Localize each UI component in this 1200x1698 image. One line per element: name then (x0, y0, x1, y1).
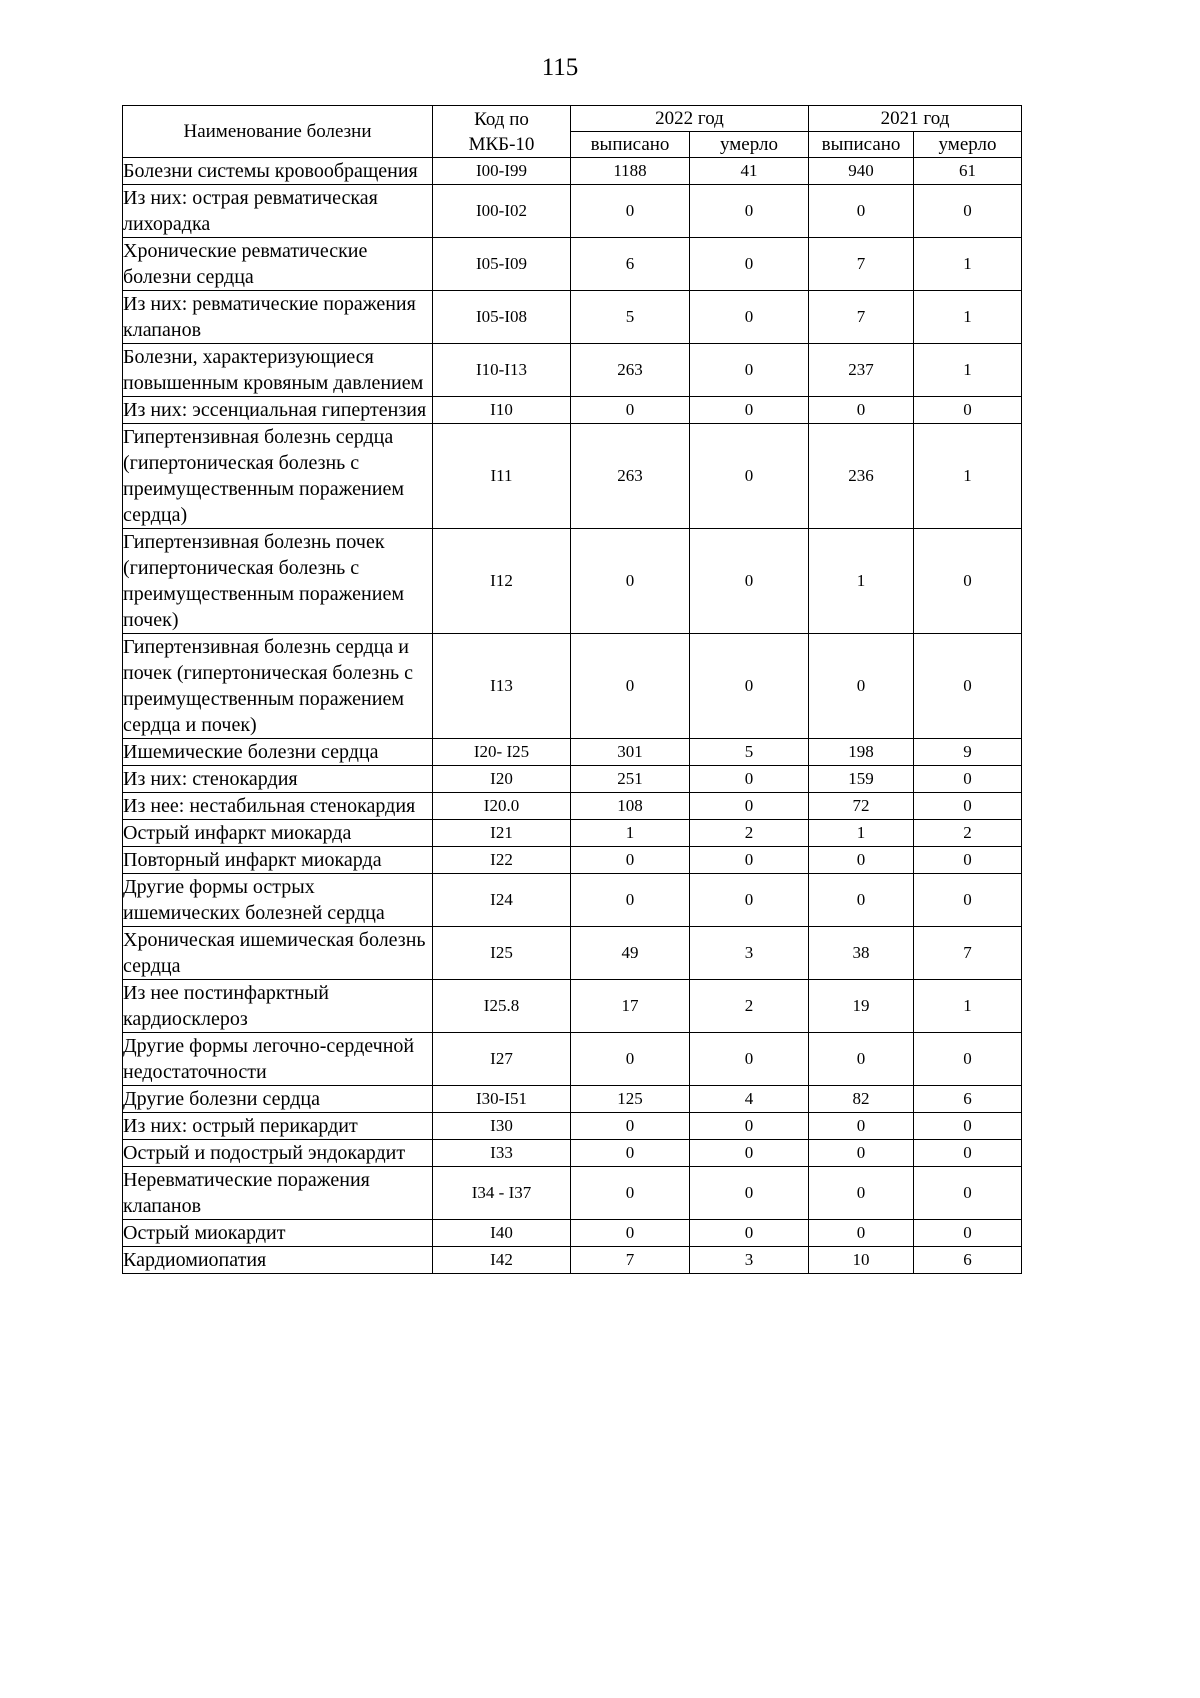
disease-name-cell: Гипертензивная болезнь сердца и почек (гипертоническая болезнь с преимущественным поражением сердца и почек) (123, 634, 433, 739)
died-2022-cell: 0 (690, 238, 809, 291)
died-2021-cell: 7 (914, 927, 1022, 980)
disease-name-cell: Гипертензивная болезнь сердца (гипертоническая болезнь с преимущественным поражением сердца) (123, 424, 433, 529)
discharged-2022-cell: 1 (571, 820, 690, 847)
header-2022-died: умерло (690, 132, 809, 158)
discharged-2022-cell: 0 (571, 397, 690, 424)
discharged-2022-cell: 17 (571, 980, 690, 1033)
disease-name-cell: Острый инфаркт миокарда (123, 820, 433, 847)
table-row (123, 291, 1022, 344)
icd-code-cell: I20- I25 (433, 739, 571, 766)
discharged-2022-cell: 125 (571, 1086, 690, 1113)
discharged-2021-cell: 0 (809, 847, 914, 874)
table-row (123, 397, 1022, 424)
died-2022-cell: 0 (690, 634, 809, 739)
died-2021-cell: 0 (914, 1140, 1022, 1167)
discharged-2021-cell: 0 (809, 1113, 914, 1140)
disease-statistics-table (122, 105, 1022, 1274)
died-2022-cell: 0 (690, 847, 809, 874)
table-row (123, 158, 1022, 185)
died-2022-cell: 0 (690, 874, 809, 927)
discharged-2021-cell: 237 (809, 344, 914, 397)
died-2021-cell: 1 (914, 291, 1022, 344)
died-2022-cell: 2 (690, 980, 809, 1033)
discharged-2022-cell: 6 (571, 238, 690, 291)
disease-name-cell: Болезни системы кровообращения (123, 158, 433, 185)
disease-name-cell: Другие формы острых ишемических болезней сердца (123, 874, 433, 927)
died-2021-cell: 9 (914, 739, 1022, 766)
died-2021-cell: 1 (914, 424, 1022, 529)
disease-name-cell: Кардиомиопатия (123, 1247, 433, 1274)
icd-code-cell: I11 (433, 424, 571, 529)
died-2022-cell: 0 (690, 344, 809, 397)
discharged-2021-cell: 19 (809, 980, 914, 1033)
table-row (123, 634, 1022, 739)
header-2021-died: умерло (914, 132, 1022, 158)
discharged-2022-cell: 0 (571, 529, 690, 634)
discharged-2022-cell: 108 (571, 793, 690, 820)
discharged-2022-cell: 0 (571, 1140, 690, 1167)
table-row (123, 1086, 1022, 1113)
table-row (123, 927, 1022, 980)
discharged-2021-cell: 0 (809, 874, 914, 927)
died-2022-cell: 41 (690, 158, 809, 185)
table-row (123, 344, 1022, 397)
died-2021-cell: 0 (914, 634, 1022, 739)
disease-name-cell: Хронические ревматические болезни сердца (123, 238, 433, 291)
discharged-2022-cell: 0 (571, 634, 690, 739)
table-row (123, 739, 1022, 766)
header-icd-code: Код по МКБ-10 (433, 106, 571, 158)
table-row (123, 793, 1022, 820)
discharged-2021-cell: 0 (809, 185, 914, 238)
icd-code-cell: I40 (433, 1220, 571, 1247)
icd-code-cell: I20.0 (433, 793, 571, 820)
discharged-2021-cell: 159 (809, 766, 914, 793)
icd-code-cell: I00-I02 (433, 185, 571, 238)
died-2021-cell: 61 (914, 158, 1022, 185)
died-2022-cell: 0 (690, 1113, 809, 1140)
table-row (123, 1113, 1022, 1140)
page-number: 115 (541, 54, 579, 81)
died-2022-cell: 0 (690, 1220, 809, 1247)
icd-code-cell: I05-I09 (433, 238, 571, 291)
died-2022-cell: 0 (690, 397, 809, 424)
disease-name-cell: Из них: острая ревматическая лихорадка (123, 185, 433, 238)
icd-code-cell: I34 - I37 (433, 1167, 571, 1220)
icd-code-cell: I33 (433, 1140, 571, 1167)
disease-name-cell: Болезни, характеризующиеся повышенным кровяным давлением (123, 344, 433, 397)
icd-code-cell: I22 (433, 847, 571, 874)
icd-code-cell: I30 (433, 1113, 571, 1140)
discharged-2022-cell: 0 (571, 1033, 690, 1086)
disease-name-cell: Из нее: нестабильная стенокардия (123, 793, 433, 820)
icd-code-cell: I13 (433, 634, 571, 739)
disease-name-cell: Из них: стенокардия (123, 766, 433, 793)
discharged-2021-cell: 198 (809, 739, 914, 766)
discharged-2021-cell: 7 (809, 291, 914, 344)
icd-code-cell: I25 (433, 927, 571, 980)
disease-name-cell: Острый и подострый эндокардит (123, 1140, 433, 1167)
table-row (123, 1247, 1022, 1274)
died-2022-cell: 0 (690, 529, 809, 634)
died-2022-cell: 0 (690, 185, 809, 238)
table-row (123, 1220, 1022, 1247)
disease-name-cell: Острый миокардит (123, 1220, 433, 1247)
discharged-2021-cell: 0 (809, 1167, 914, 1220)
died-2022-cell: 2 (690, 820, 809, 847)
died-2022-cell: 4 (690, 1086, 809, 1113)
icd-code-cell: I20 (433, 766, 571, 793)
discharged-2021-cell: 38 (809, 927, 914, 980)
died-2022-cell: 0 (690, 1033, 809, 1086)
discharged-2021-cell: 0 (809, 397, 914, 424)
discharged-2021-cell: 1 (809, 529, 914, 634)
died-2022-cell: 3 (690, 927, 809, 980)
died-2022-cell: 5 (690, 739, 809, 766)
disease-name-cell: Из них: ревматические поражения клапанов (123, 291, 433, 344)
table-row (123, 424, 1022, 529)
header-year-2021: 2021 год (809, 106, 1022, 132)
died-2021-cell: 0 (914, 1220, 1022, 1247)
disease-name-cell: Неревматические поражения клапанов (123, 1167, 433, 1220)
discharged-2021-cell: 940 (809, 158, 914, 185)
died-2022-cell: 0 (690, 291, 809, 344)
died-2022-cell: 0 (690, 1140, 809, 1167)
died-2021-cell: 1 (914, 344, 1022, 397)
discharged-2022-cell: 0 (571, 1167, 690, 1220)
died-2022-cell: 0 (690, 793, 809, 820)
icd-code-cell: I00-I99 (433, 158, 571, 185)
discharged-2022-cell: 0 (571, 1113, 690, 1140)
discharged-2022-cell: 0 (571, 847, 690, 874)
icd-code-cell: I05-I08 (433, 291, 571, 344)
header-year-2022: 2022 год (571, 106, 809, 132)
died-2022-cell: 0 (690, 424, 809, 529)
table-row (123, 1140, 1022, 1167)
disease-name-cell: Из нее постинфарктный кардиосклероз (123, 980, 433, 1033)
died-2021-cell: 0 (914, 529, 1022, 634)
discharged-2022-cell: 0 (571, 185, 690, 238)
discharged-2021-cell: 236 (809, 424, 914, 529)
disease-name-cell: Другие формы легочно-сердечной недостаточности (123, 1033, 433, 1086)
table-row (123, 980, 1022, 1033)
table-row (123, 185, 1022, 238)
table-row (123, 766, 1022, 793)
died-2021-cell: 2 (914, 820, 1022, 847)
disease-name-cell: Повторный инфаркт миокарда (123, 847, 433, 874)
discharged-2022-cell: 1188 (571, 158, 690, 185)
icd-code-cell: I10 (433, 397, 571, 424)
died-2021-cell: 0 (914, 766, 1022, 793)
died-2022-cell: 0 (690, 1167, 809, 1220)
died-2021-cell: 0 (914, 397, 1022, 424)
died-2021-cell: 0 (914, 874, 1022, 927)
discharged-2022-cell: 251 (571, 766, 690, 793)
table-row (123, 1167, 1022, 1220)
died-2021-cell: 6 (914, 1086, 1022, 1113)
discharged-2022-cell: 263 (571, 424, 690, 529)
discharged-2021-cell: 72 (809, 793, 914, 820)
table-row (123, 874, 1022, 927)
discharged-2021-cell: 1 (809, 820, 914, 847)
icd-code-cell: I42 (433, 1247, 571, 1274)
header-disease-name: Наименование болезни (123, 106, 433, 158)
discharged-2021-cell: 0 (809, 1140, 914, 1167)
died-2021-cell: 0 (914, 185, 1022, 238)
disease-name-cell: Хроническая ишемическая болезнь сердца (123, 927, 433, 980)
table-body (123, 158, 1022, 1274)
header-2022-discharged: выписано (571, 132, 690, 158)
discharged-2021-cell: 0 (809, 634, 914, 739)
died-2021-cell: 0 (914, 847, 1022, 874)
discharged-2021-cell: 82 (809, 1086, 914, 1113)
discharged-2021-cell: 0 (809, 1220, 914, 1247)
died-2021-cell: 0 (914, 1033, 1022, 1086)
icd-code-cell: I24 (433, 874, 571, 927)
header-row-years (123, 106, 1022, 132)
icd-code-cell: I25.8 (433, 980, 571, 1033)
died-2022-cell: 0 (690, 766, 809, 793)
header-2021-discharged: выписано (809, 132, 914, 158)
discharged-2022-cell: 301 (571, 739, 690, 766)
icd-code-cell: I12 (433, 529, 571, 634)
died-2021-cell: 6 (914, 1247, 1022, 1274)
discharged-2022-cell: 263 (571, 344, 690, 397)
disease-name-cell: Другие болезни сердца (123, 1086, 433, 1113)
table-row (123, 820, 1022, 847)
discharged-2022-cell: 49 (571, 927, 690, 980)
died-2021-cell: 0 (914, 793, 1022, 820)
died-2021-cell: 1 (914, 980, 1022, 1033)
discharged-2022-cell: 5 (571, 291, 690, 344)
died-2022-cell: 3 (690, 1247, 809, 1274)
table-row (123, 1033, 1022, 1086)
table-row (123, 847, 1022, 874)
discharged-2022-cell: 7 (571, 1247, 690, 1274)
icd-code-cell: I21 (433, 820, 571, 847)
icd-code-cell: I10-I13 (433, 344, 571, 397)
table-row (123, 238, 1022, 291)
disease-name-cell: Из них: эссенциальная гипертензия (123, 397, 433, 424)
discharged-2021-cell: 10 (809, 1247, 914, 1274)
table-row (123, 529, 1022, 634)
died-2021-cell: 1 (914, 238, 1022, 291)
died-2021-cell: 0 (914, 1113, 1022, 1140)
discharged-2022-cell: 0 (571, 874, 690, 927)
disease-name-cell: Гипертензивная болезнь почек (гипертоническая болезнь с преимущественным поражением почек) (123, 529, 433, 634)
died-2021-cell: 0 (914, 1167, 1022, 1220)
disease-name-cell: Из них: острый перикардит (123, 1113, 433, 1140)
disease-name-cell: Ишемические болезни сердца (123, 739, 433, 766)
icd-code-cell: I27 (433, 1033, 571, 1086)
discharged-2021-cell: 7 (809, 238, 914, 291)
discharged-2022-cell: 0 (571, 1220, 690, 1247)
discharged-2021-cell: 0 (809, 1033, 914, 1086)
icd-code-cell: I30-I51 (433, 1086, 571, 1113)
